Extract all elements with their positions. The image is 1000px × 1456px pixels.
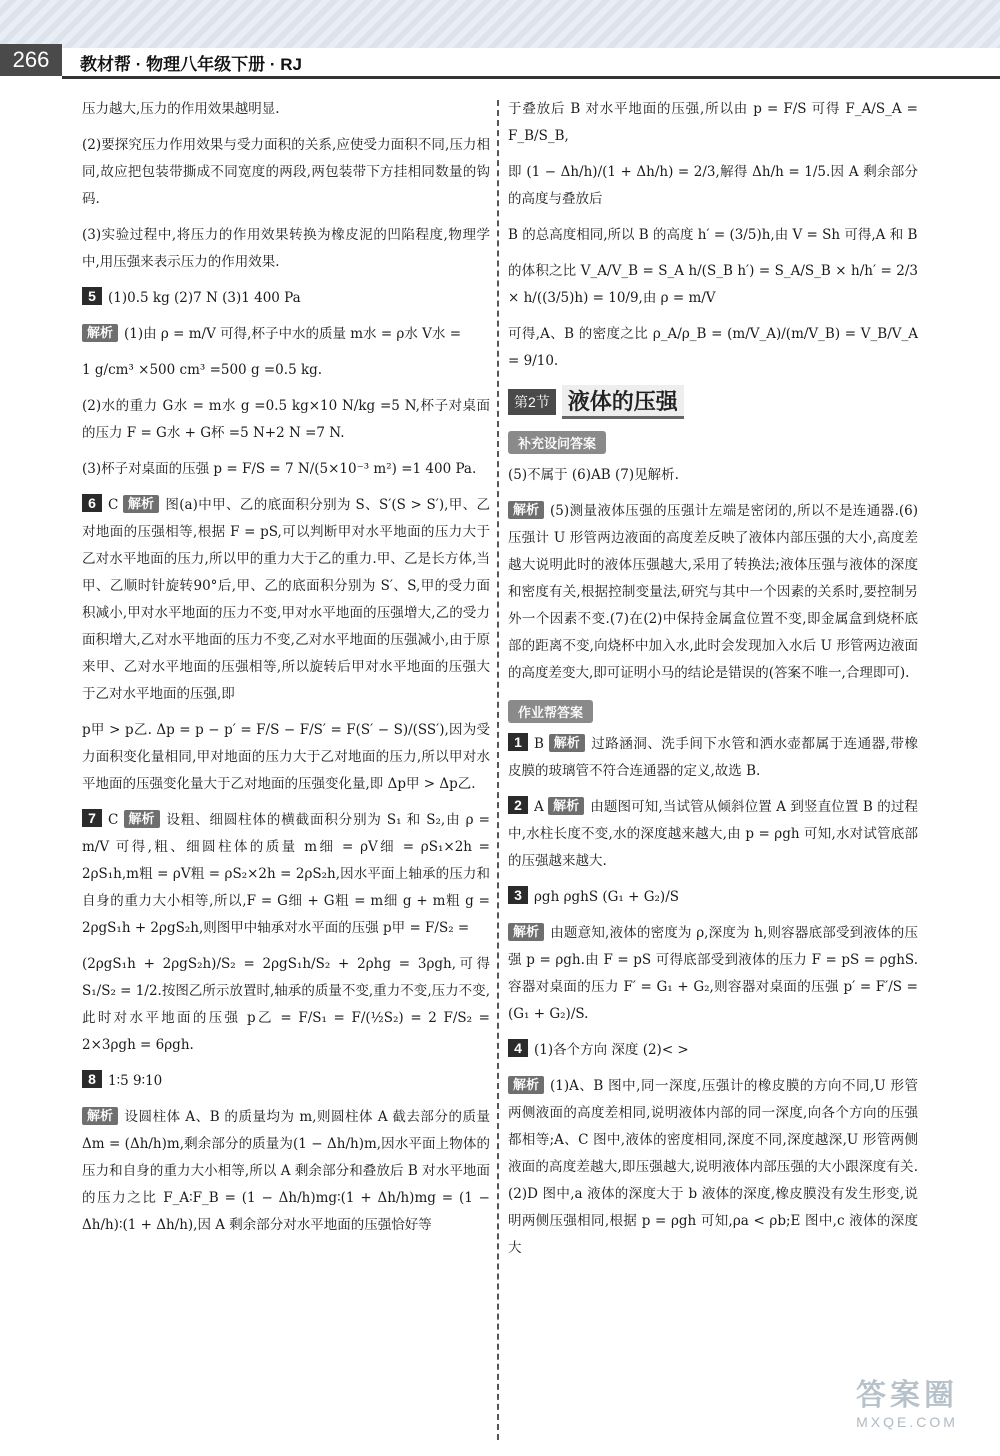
answer: C (108, 812, 119, 828)
answer-4 (508, 1037, 918, 1064)
analysis-text: 设圆柱体 A、B 的质量均为 m,则圆柱体 A 截去部分的质量 Δm = (Δh/h)m,剩余部分的质量为(1 − Δh/h)m,因水平面上物体的压力和自身的重力大小相等,所以 A 剩余部分和叠放后 B 对水平地面的压力之比 F_A∶F_B = (1 − Δh/h)mg∶(1 + Δh/h)mg = (1 − Δh/h)∶(1 + Δh/h),因 A 剩余部分对水平地面的压强恰好等 (82, 1109, 490, 1233)
header-banner (0, 0, 1000, 48)
watermark-logo (832, 1370, 982, 1442)
question-number: 5 (82, 287, 102, 305)
question-number: 1 (508, 733, 528, 751)
paragraph: (2)要探究压力作用效果与受力面积的关系,应使受力面积不同,压力相同,故应把包装带撕成不同宽度的两段,两包装带下方挂相同数量的钩码. (82, 137, 490, 207)
paragraph: (3)实验过程中,将压力的作用效果转换为橡皮泥的凹陷程度,物理学中,用压强来表示压力的作用效果. (82, 227, 490, 270)
paragraph: 于叠放后 B 对水平地面的压强,所以由 p = F/S 可得 F_A/S_A = F_B/S_B, (508, 101, 918, 144)
answer-1 (508, 731, 918, 785)
question-number: 6 (82, 494, 102, 512)
analysis-text: (5)测量液体压强的压强计左端是密闭的,所以不是连通器.(6)压强计 U 形管两边液面的高度差反映了液体内部压强的大小,高度差越大说明此时的液体压强越大,采用了转换法;液体压强与液体的深度和密度有关,根据控制变量法,研究与其中一个因素的关系时,要控制另外一个因素不变.(7)在(2)中保持金属盒位置不变,即金属盒到烧杯底部的距离不变,向烧杯中加入水,此时会发现加入水后 U 形管两边液面的高度差变大,即可证明小马的结论是错误的(答案不唯一,合理即可). (508, 503, 918, 681)
paragraph: p甲 > p乙. Δp = p − p′ = F/S − F/S′ = F(S′ − S)/(SS′),因为受力面积变化量相同,甲对地面的压力大于乙对地面的压力,所以甲对水平地面的压强变化量大于乙对地面的压强变化量,即 Δp甲 > Δp乙. (82, 722, 490, 792)
analysis-8 (82, 1104, 490, 1239)
analysis-text: (1)由 ρ = m/V 可得,杯子中水的质量 m水 = ρ水 V水 = (124, 326, 462, 342)
answer: ρgh ρghS (G₁ + G₂)/S (534, 889, 679, 905)
paragraph: (3)杯子对桌面的压强 p = F/S = 7 N/(5×10⁻³ m²) =1 400 Pa. (82, 461, 477, 477)
answer-3 (508, 884, 918, 911)
analysis-3 (508, 920, 918, 1028)
analysis-tag: 解析 (82, 324, 118, 342)
supplement-analysis (508, 498, 918, 687)
question-5 (82, 285, 490, 312)
question-number: 8 (82, 1070, 102, 1088)
paragraph: 即 (1 − Δh/h)/(1 + Δh/h) = 2/3,解得 Δh/h = 1/5.因 A 剩余部分的高度与叠放后 (508, 164, 918, 207)
subheading-supplement: 补充设问答案 (508, 431, 606, 454)
book-title: 教材帮 · 物理八年级下册 · RJ (80, 55, 302, 74)
right-column (508, 96, 918, 1271)
watermark-url: MXQE.COM (856, 1414, 958, 1430)
paragraph: (2)水的重力 G水 = m水 g =0.5 kg×10 N/kg =5 N,杯子对桌面的压力 F = G水 + G杯 =5 N+2 N =7 N. (82, 398, 490, 441)
page-number: 266 (0, 44, 62, 76)
analysis-tag: 解析 (508, 1076, 544, 1094)
answer: 1∶5 9∶10 (108, 1073, 163, 1089)
analysis-tag: 解析 (123, 495, 159, 513)
question-number: 3 (508, 886, 528, 904)
analysis-tag: 解析 (508, 501, 544, 519)
analysis-tag: 解析 (124, 810, 160, 828)
question-number: 2 (508, 796, 528, 814)
question-8 (82, 1068, 490, 1095)
section-badge: 第2节 (508, 389, 556, 415)
section-title: 液体的压强 (562, 385, 684, 419)
question-7 (82, 807, 490, 942)
paragraph: (2ρgS₁h + 2ρgS₂h)/S₂ = 2ρgS₁h/S₂ + 2ρhg = 3ρgh,可得 S₁/S₂ = 1/2.按图乙所示放置时,轴承的质量不变,重力不变,压力不变,此时对水平地面的压强 p乙 = F/S₁ = F/(½S₂) = 2 F/S₂ = 2×3ρgh = 6ρgh. (82, 956, 490, 1053)
analysis-text: 过路涵洞、洗手间下水管和洒水壶都属于连通器,带橡皮膜的玻璃管不符合连通器的定义,故选 B. (508, 736, 918, 779)
analysis-text: (1)A、B 图中,同一深度,压强计的橡皮膜的方向不同,U 形管两侧液面的高度差相同,说明液体内部的同一深度,向各个方向的压强都相等;A、C 图中,液体的密度相同,深度不同,深度越深,U 形管两侧液面的高度差越大,即压强越大,说明液体内部压强的大小跟深度有关.(2)D 图中,a 液体的深度大于 b 液体的深度,橡皮膜没有发生形变,说明两侧压强相同,根据 p = ρgh 可知,ρa < ρb;E 图中,c 液体的深度大 (508, 1078, 918, 1256)
analysis-tag: 解析 (82, 1107, 118, 1125)
question-number: 4 (508, 1039, 528, 1057)
left-column (82, 96, 490, 1248)
answer: (1)0.5 kg (2)7 N (3)1 400 Pa (108, 290, 301, 306)
analysis-text: 设粗、细圆柱体的横截面积分别为 S₁ 和 S₂,由 ρ = m/V 可得,粗、细圆柱体的质量 m细 = ρV细 = ρS₁×2h = 2ρS₁h,m粗 = ρV粗 = ρS₂×2h = 2ρS₂h,因水平面上轴承的压力和自身的重力大小相等,所以,F = G细 + G粗 = m细 g + m粗 g = 2ρgS₁h + 2ρgS₂h,则图甲中轴承对水平面的压强 p甲 = F/S₂ = (82, 812, 490, 936)
analysis-5 (82, 321, 490, 348)
answer: B (534, 736, 544, 752)
header-rule (62, 76, 1000, 79)
answer-2 (508, 794, 918, 875)
paragraph: 可得,A、B 的密度之比 ρ_A/ρ_B = (m/V_A)/(m/V_B) = V_B/V_A = 9/10. (508, 326, 918, 369)
watermark-text: 答案圈 (856, 1379, 958, 1412)
supplement-answers: (5)不属于 (6)AB (7)见解析. (508, 467, 679, 483)
paragraph: 压力越大,压力的作用效果越明显. (82, 101, 280, 117)
answer: A (534, 799, 544, 815)
column-divider (497, 100, 499, 1440)
analysis-4 (508, 1073, 918, 1262)
subheading-homework: 作业帮答案 (508, 700, 593, 723)
paragraph: 1 g/cm³ ×500 cm³ =500 g =0.5 kg. (82, 362, 323, 378)
analysis-tag: 解析 (549, 734, 585, 752)
analysis-tag: 解析 (548, 797, 584, 815)
analysis-text: 由题图可知,当试管从倾斜位置 A 到竖直位置 B 的过程中,水柱长度不变,水的深度越来越大,由 p = ρgh 可知,水对试管底部的压强越来越大. (508, 799, 918, 869)
paragraph: B 的总高度相同,所以 B 的高度 h′ = (3/5)h,由 V = Sh 可得,A 和 B (508, 227, 918, 243)
paragraph: 的体积之比 V_A/V_B = S_A h/(S_B h′) = S_A/S_B × h/h′ = 2/3 × h/((3/5)h) = 10/9,由 ρ = m/V (508, 263, 918, 306)
analysis-text: 图(a)中甲、乙的底面积分别为 S、S′(S > S′),甲、乙对地面的压强相等,根据 F = pS,可以判断甲对水平地面的压力大于乙对水平地面的压力,所以甲的重力大于乙的重力.甲、乙是长方体,当甲、乙顺时针旋转90°后,甲、乙的底面积分别为 S′、S,甲的受力面积减小,甲对水平地面的压力不变,甲对水平地面的压强增大,乙的受力面积增大,乙对水平地面的压力不变,乙对水平地面的压强减小,由于原来甲、乙对水平地面的压强相等,所以旋转后甲对水平地面的压强大于乙对水平地面的压强,即 (82, 497, 490, 702)
analysis-tag: 解析 (508, 923, 544, 941)
answer: C (108, 497, 119, 513)
question-number: 7 (82, 809, 102, 827)
question-6 (82, 492, 490, 708)
analysis-text: 由题意知,液体的密度为 ρ,深度为 h,则容器底部受到液体的压强 p = ρgh.由 F = pS 可得底部受到液体的压力 F = pS = ρghS.容器对桌面的压力 F′ = G₁ + G₂,则容器对桌面的压强 p′ = F′/S = (G₁ + G₂)/S. (508, 925, 918, 1022)
section-heading (508, 385, 918, 419)
answer: (1)各个方向 深度 (2)< > (534, 1042, 689, 1058)
